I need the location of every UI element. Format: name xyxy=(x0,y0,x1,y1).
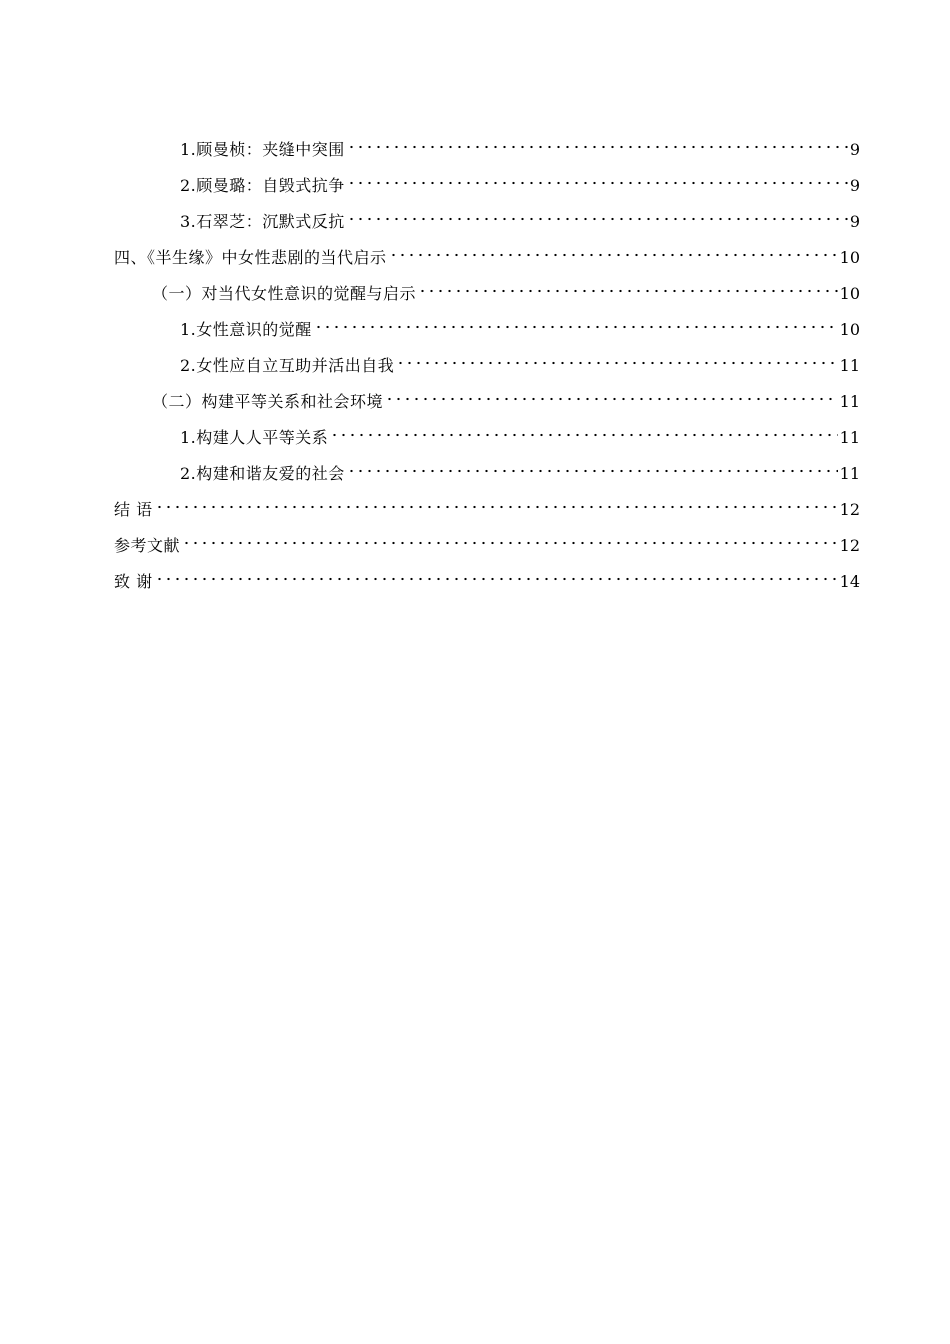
toc-entry-title: 结 语 xyxy=(114,500,153,519)
toc-entry-title: 1.构建人人平等关系 xyxy=(180,428,329,447)
toc-entry-title: 参考文献 xyxy=(114,536,181,555)
toc-page-number: 12 xyxy=(839,536,860,555)
toc-leader-dots xyxy=(347,143,848,151)
toc-entry[interactable] xyxy=(114,172,860,208)
toc-entry-title: 2.顾曼璐：自毁式抗争 xyxy=(180,176,345,195)
toc-entry-title: 1.顾曼桢：夹缝中突围 xyxy=(180,140,345,159)
toc-page-number: 9 xyxy=(849,212,860,231)
toc-entry-title: 2.女性应自立互助并活出自我 xyxy=(180,356,395,375)
table-of-contents xyxy=(114,136,860,604)
toc-entry-title: 2.构建和谐友爱的社会 xyxy=(180,464,345,483)
toc-entry-title: （一）对当代女性意识的觉醒与启示 xyxy=(152,284,417,303)
toc-leader-dots xyxy=(396,359,837,367)
toc-leader-dots xyxy=(347,215,848,223)
toc-page-number: 11 xyxy=(839,428,860,447)
toc-entry[interactable] xyxy=(114,244,860,280)
toc-leader-dots xyxy=(347,467,838,475)
toc-entry[interactable] xyxy=(114,532,860,568)
toc-page-number: 9 xyxy=(849,176,860,195)
toc-leader-dots xyxy=(330,431,837,439)
toc-page-number: 11 xyxy=(839,464,860,483)
toc-leader-dots xyxy=(182,539,838,547)
toc-entry[interactable] xyxy=(114,568,860,604)
toc-entry[interactable] xyxy=(114,136,860,172)
toc-leader-dots xyxy=(347,179,848,187)
toc-entry-title: 致 谢 xyxy=(114,572,153,591)
toc-page-number: 9 xyxy=(849,140,860,159)
toc-page-number: 10 xyxy=(839,248,860,267)
toc-entry[interactable] xyxy=(114,280,860,316)
toc-page-number: 11 xyxy=(839,392,860,411)
toc-leader-dots xyxy=(418,287,838,295)
toc-page-number: 12 xyxy=(839,500,860,519)
toc-leader-dots xyxy=(385,395,838,403)
toc-entry-title: 3.石翠芝：沉默式反抗 xyxy=(180,212,345,231)
toc-entry[interactable] xyxy=(114,316,860,352)
toc-leader-dots xyxy=(389,251,838,259)
toc-entry-title: 1.女性意识的觉醒 xyxy=(180,320,312,339)
toc-entry[interactable] xyxy=(114,352,860,388)
toc-leader-dots xyxy=(155,503,838,511)
toc-page-number: 11 xyxy=(839,356,860,375)
toc-page-number: 10 xyxy=(839,320,860,339)
toc-leader-dots xyxy=(314,323,838,331)
toc-entry-title: 四、《半生缘》中女性悲剧的当代启示 xyxy=(114,248,387,267)
toc-page-number: 10 xyxy=(839,284,860,303)
toc-page-number: 14 xyxy=(839,572,860,591)
toc-entry[interactable] xyxy=(114,460,860,496)
toc-entry-title: （二）构建平等关系和社会环境 xyxy=(152,392,384,411)
toc-leader-dots xyxy=(155,575,838,583)
toc-entry[interactable] xyxy=(114,208,860,244)
toc-entry[interactable] xyxy=(114,424,860,460)
toc-entry[interactable] xyxy=(114,496,860,532)
toc-entry[interactable] xyxy=(114,388,860,424)
